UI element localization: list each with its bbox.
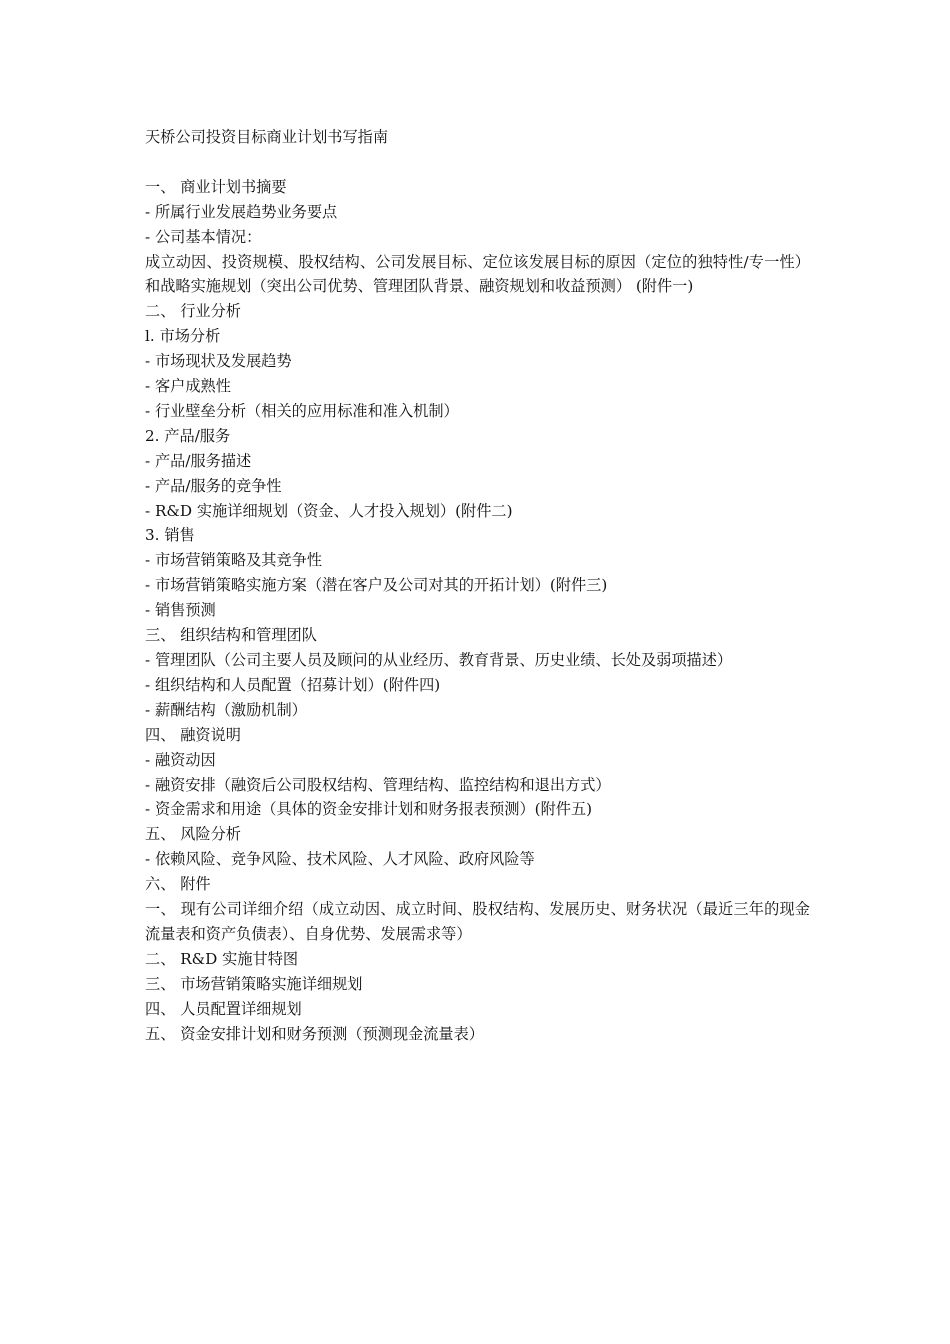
section-heading: 二、 行业分析 [145, 302, 241, 321]
list-item: - 依赖风险、竞争风险、技术风险、人才风险、政府风险等 [145, 850, 535, 869]
list-item: - 公司基本情况： [145, 227, 262, 246]
list-item: - 资金需求和用途（具体的资金安排计划和财务报表预测）(附件五) [145, 800, 593, 819]
section-heading: 一、 商业计划书摘要 [145, 177, 287, 196]
document-title: 天桥公司投资目标商业计划书写指南 [145, 128, 388, 146]
list-item: - 融资动因 [145, 750, 216, 769]
appendix-item: 三、 市场营销策略实施详细规划 [145, 974, 363, 993]
list-item: - 市场营销策略实施方案（潜在客户及公司对其的开拓计划）(附件三) [145, 576, 608, 595]
list-item: - 所属行业发展趋势业务要点 [145, 202, 338, 221]
list-item: - 市场现状及发展趋势 [145, 352, 292, 371]
list-item: - 组织结构和人员配置（招募计划）(附件四) [145, 675, 441, 694]
section-heading: 六、 附件 [145, 875, 211, 894]
subsection-heading: 3. 销售 [145, 526, 195, 545]
list-item: - 薪酬结构（激励机制） [145, 700, 307, 719]
list-item: - 市场营销策略及其竞争性 [145, 551, 323, 570]
appendix-item: 二、 R&D 实施甘特图 [145, 949, 299, 968]
list-item: - R&D 实施详细规划（资金、人才投入规划）(附件二) [145, 501, 513, 520]
list-item: - 行业壁垒分析（相关的应用标准和准入机制） [145, 401, 459, 420]
section-heading: 五、 风险分析 [145, 825, 241, 844]
list-item: - 融资安排（融资后公司股权结构、管理结构、监控结构和退出方式） [145, 775, 611, 794]
section-heading: 四、 融资说明 [145, 725, 241, 744]
appendix-item: 一、 现有公司详细介绍（成立动因、成立时间、股权结构、发展历史、财务状况（最近三年的现金流量表和资产负债表）、自身优势、发展需求等） [145, 900, 810, 943]
list-item: - 管理团队（公司主要人员及顾问的从业经历、教育背景、历史业绩、长处及弱项描述） [145, 651, 733, 669]
document-page [145, 125, 810, 1047]
subsection-heading: 2. 产品/服务 [145, 426, 231, 445]
list-item: - 销售预测 [145, 601, 216, 620]
list-item: - 客户成熟性 [145, 377, 231, 396]
section-heading: 三、 组织结构和管理团队 [145, 626, 317, 645]
blank-line [145, 150, 810, 175]
subsection-heading: l. 市场分析 [145, 327, 221, 346]
appendix-item: 五、 资金安排计划和财务预测（预测现金流量表） [145, 1024, 484, 1043]
list-item: - 产品/服务描述 [145, 451, 252, 470]
paragraph: 成立动因、投资规模、股权结构、公司发展目标、定位该发展目标的原因（定位的独特性/专一性）和战略实施规划（突出公司优势、管理团队背景、融资规划和收益预测） (附件一) [145, 252, 810, 296]
appendix-item: 四、 人员配置详细规划 [145, 999, 302, 1018]
list-item: - 产品/服务的竞争性 [145, 476, 282, 495]
